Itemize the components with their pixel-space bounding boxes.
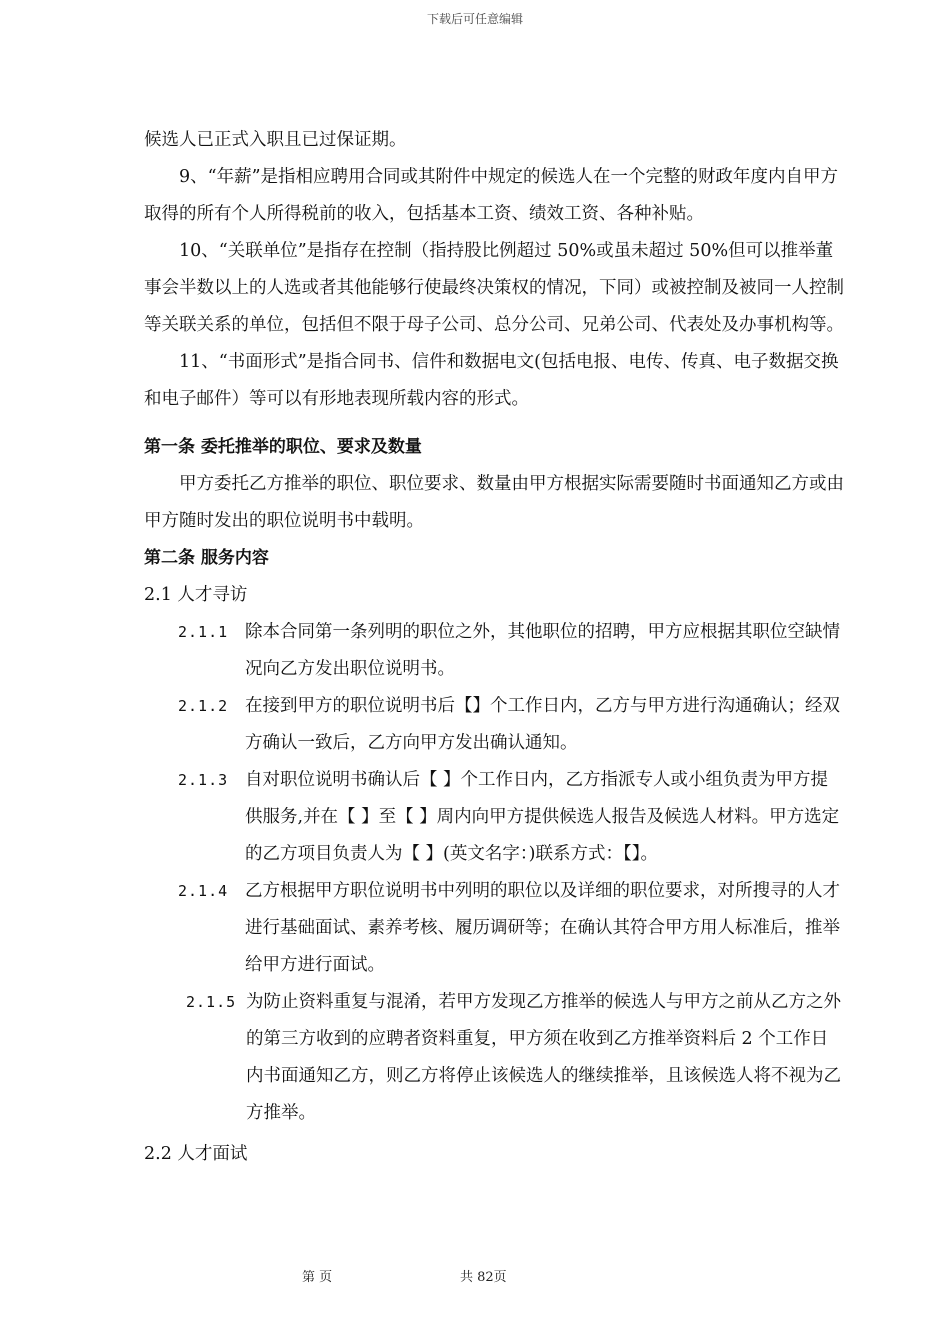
clause-number: 2.1.1	[178, 623, 229, 641]
definition-affiliated-unit: 10、“关联单位”是指存在控制（指持股比例超过 50%或虽未超过 50%但可以推举董事会半数以上的人选或者其他能够行使最终决策权的情况，下同）或被控制及被同一人控制等关联关系的单位，包括但不限于母子公司、总分公司、兄弟公司、代表处及办事机构等。	[144, 241, 844, 335]
clause-2-1-3	[144, 762, 844, 873]
clause-number: 2.1.2	[178, 697, 229, 715]
paragraph-probation: 候选人已正式入职且已过保证期。	[144, 130, 407, 150]
clause-text: 除本合同第一条列明的职位之外，其他职位的招聘，甲方应根据其职位空缺情况向乙方发出职位说明书。	[245, 622, 840, 679]
section-2-2-title: 2.2 人才面试	[144, 1144, 248, 1164]
clause-text: 在接到甲方的职位说明书后【】个工作日内，乙方与甲方进行沟通确认；经双方确认一致后，乙方向甲方发出确认通知。	[245, 696, 840, 753]
total-pages-label: 共 82页	[460, 1270, 507, 1285]
clause-2-1-4	[144, 873, 844, 984]
page-number-label: 第 页	[302, 1270, 333, 1285]
article-1-body: 甲方委托乙方推举的职位、职位要求、数量由甲方根据实际需要随时书面通知乙方或由甲方随时发出的职位说明书中载明。	[144, 474, 844, 531]
definition-annual-salary: 9、“年薪”是指相应聘用合同或其附件中规定的候选人在一个完整的财政年度内自甲方取得的所有个人所得税前的收入，包括基本工资、绩效工资、各种补贴。	[144, 167, 839, 224]
clause-text: 乙方根据甲方职位说明书中列明的职位以及详细的职位要求，对所搜寻的人才进行基础面试、素养考核、履历调研等；在确认其符合甲方用人标准后，推举给甲方进行面试。	[245, 881, 840, 975]
document-body	[144, 122, 844, 1173]
clause-2-1-1	[144, 614, 844, 688]
article-1-title: 第一条 委托推举的职位、要求及数量	[144, 437, 422, 457]
clause-number: 2.1.5	[186, 993, 237, 1011]
article-2-title: 第二条 服务内容	[144, 548, 269, 568]
clause-text: 自对职位说明书确认后【 】个工作日内，乙方指派专人或小组负责为甲方提供服务,并在【 】至【 】周内向甲方提供候选人报告及候选人材料。甲方选定的乙方项目负责人为【 】(英文名字：)联系方式：【】。	[245, 770, 840, 864]
section-2-1-title: 2.1 人才寻访	[144, 585, 248, 605]
clause-text: 为防止资料重复与混淆，若甲方发现乙方推举的候选人与甲方之前从乙方之外的第三方收到的应聘者资料重复，甲方须在收到乙方推举资料后 2 个工作日内书面通知乙方，则乙方将停止该候选人的继续推举，且该候选人将不视为乙方推举。	[246, 992, 841, 1123]
clause-2-1-5	[144, 984, 844, 1132]
clause-2-1-2	[144, 688, 844, 762]
clause-number: 2.1.4	[178, 882, 229, 900]
definition-written-form: 11、“书面形式”是指合同书、信件和数据电文(包括电报、电传、传真、电子数据交换和电子邮件）等可以有形地表现所载内容的形式。	[144, 352, 839, 409]
clause-number: 2.1.3	[178, 771, 229, 789]
page-header: 下载后可任意编辑	[426, 12, 523, 26]
